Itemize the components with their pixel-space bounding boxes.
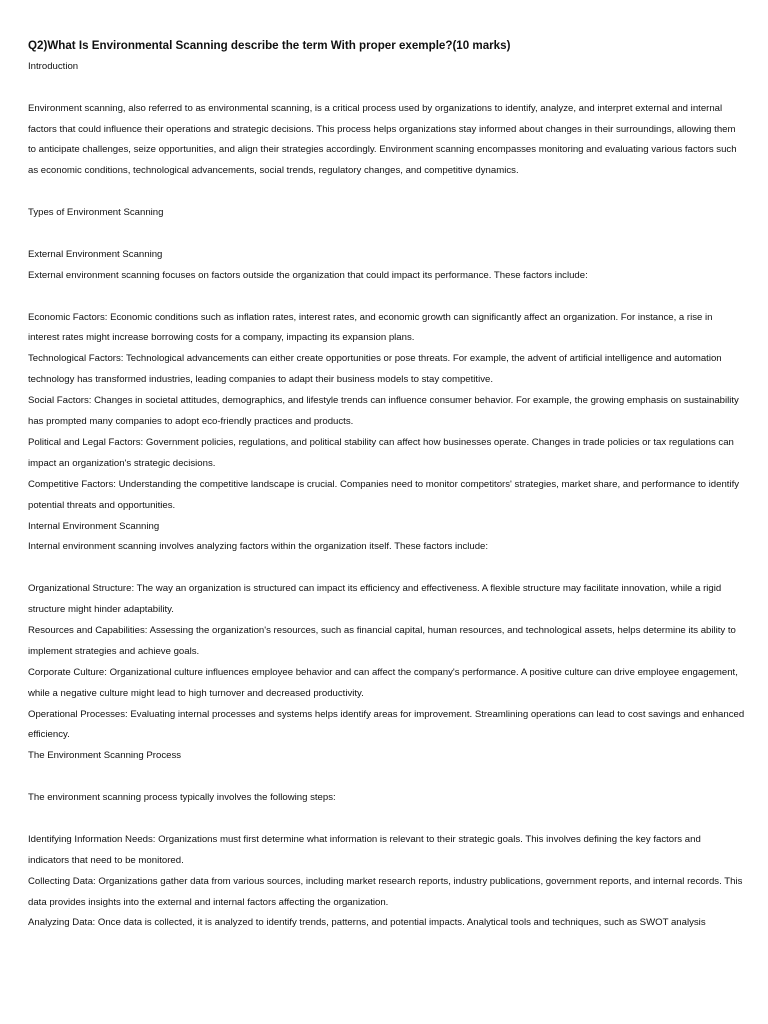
text-line: Collecting Data: Organizations gather data from various sources, including market research reports, industry publications, government reports, and internal records. This (28, 875, 743, 887)
text-line: as economic conditions, technological advancements, social trends, regulatory changes, and competitive dynamics. (28, 165, 519, 177)
text-line: The Environment Scanning Process (28, 750, 182, 762)
text-line: impact an organization's strategic decisions. (28, 457, 216, 469)
text-line: to anticipate challenges, seize opportunities, and align their strategies accordingly. Environment scanning encompasses monitoring and evaluating various factors such (28, 144, 737, 156)
blank-line (28, 767, 744, 788)
text-line: Resources and Capabilities: Assessing the organization's resources, such as financial capital, human resources, and technological assets, helps determine its ability to (28, 624, 736, 636)
text-line: Introduction (28, 60, 79, 72)
text-line: The environment scanning process typically involves the following steps: (28, 792, 336, 804)
text-line: implement strategies and achieve goals. (28, 645, 200, 657)
text-line: structure might hinder adaptability. (28, 604, 174, 616)
text-line: Corporate Culture: Organizational culture influences employee behavior and can affect the company's performance. A positive culture can drive employee engagement, (28, 666, 738, 678)
text-line: Social Factors: Changes in societal attitudes, demographics, and lifestyle trends can influence consumer behavior. For example, the growing emphasis on sustainability (28, 395, 739, 407)
blank-line (28, 224, 744, 245)
blank-line (28, 809, 744, 830)
text-line: Operational Processes: Evaluating internal processes and systems helps identify areas for improvement. Streamlining operations can lead to cost savings and enhanced (28, 708, 745, 720)
blank-line (28, 182, 744, 203)
text-line: Internal environment scanning involves analyzing factors within the organization itself. These factors include: (28, 541, 489, 553)
text-line: has prompted many companies to adopt eco-friendly practices and products. (28, 416, 354, 428)
blank-line (28, 287, 744, 308)
text-line: External environment scanning focuses on factors outside the organization that could impact its performance. These factors include: (28, 269, 588, 281)
text-line: interest rates might increase borrowing costs for a company, impacting its expansion plans. (28, 332, 415, 344)
text-line: technology has transformed industries, leading companies to adapt their business models to stay competitive. (28, 374, 494, 386)
text-line: factors that could influence their operations and strategic decisions. This process helps organizations stay informed about changes in their surroundings, allowing them (28, 123, 736, 135)
text-line: Internal Environment Scanning (28, 520, 160, 532)
text-line: potential threats and opportunities. (28, 499, 176, 511)
document-body (28, 36, 744, 934)
text-line: while a negative culture might lead to high turnover and decreased productivity. (28, 687, 364, 699)
text-line: indicators that need to be monitored. (28, 854, 184, 866)
text-line: Organizational Structure: The way an organization is structured can impact its efficiency and effectiveness. A flexible structure may facilitate innovation, while a rigid (28, 583, 722, 595)
text-lines (28, 57, 744, 934)
text-line: Technological Factors: Technological advancements can either create opportunities or pose threats. For example, the advent of artificial intelligence and automation (28, 353, 722, 365)
text-line: Analyzing Data: Once data is collected, it is analyzed to identify trends, patterns, and potential impacts. Analytical tools and techniques, such as SWOT analysis (28, 917, 706, 929)
text-line: efficiency. (28, 729, 70, 741)
text-line: External Environment Scanning (28, 248, 163, 260)
text-line: Competitive Factors: Understanding the competitive landscape is crucial. Companies need to monitor competitors' strategies, market share, and performance to identify (28, 478, 740, 490)
text-line: Types of Environment Scanning (28, 207, 164, 219)
text-line: data provides insights into the external and internal factors affecting the organization. (28, 896, 389, 908)
text-line: Identifying Information Needs: Organizations must first determine what information is relevant to their strategic goals. This involves defining the key factors and (28, 833, 701, 845)
blank-line (28, 558, 744, 579)
text-line: Environment scanning, also referred to as environmental scanning, is a critical process used by organizations to identify, analyze, and interpret external and internal (28, 102, 723, 114)
page-title: Q2)What Is Environmental Scanning describe the term With proper exemple?(10 marks) (28, 39, 511, 52)
text-line: Economic Factors: Economic conditions such as inflation rates, interest rates, and economic growth can significantly affect an organization. For instance, a rise in (28, 311, 713, 323)
blank-line (28, 78, 744, 99)
text-line: Political and Legal Factors: Government policies, regulations, and political stability can affect how businesses operate. Changes in trade policies or tax regulations can (28, 436, 734, 448)
